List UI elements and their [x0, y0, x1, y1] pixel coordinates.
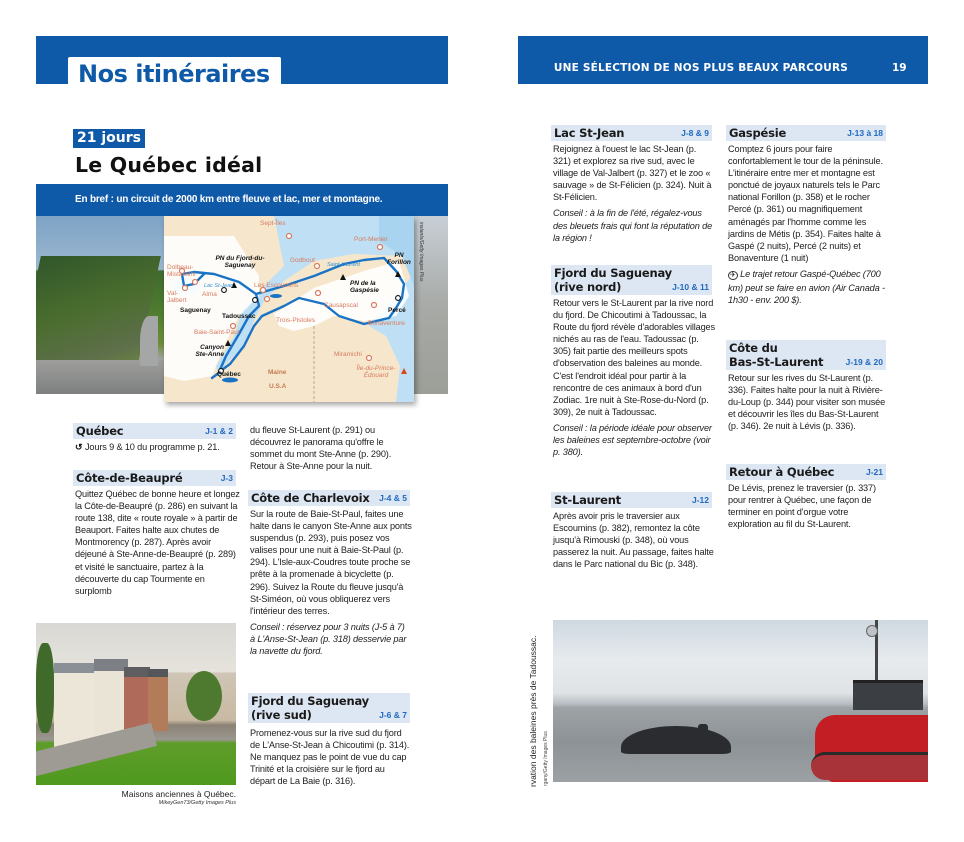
page-number: 19 — [892, 62, 907, 74]
map-label-baie-saint-paul: Baie-Saint-Paul — [194, 329, 240, 336]
photo-caption-quebec: Maisons anciennes à Québec. — [121, 789, 236, 799]
photo-credit-quebec: MikeyGen73/Getty Images Plus — [158, 800, 236, 806]
tip-gaspesie: ✈ Le trajet retour Gaspé-Québec (700 km) peut se faire en avion (Air Canada - 1h30 - env. 200 $). — [728, 268, 885, 306]
map-label-val-jalbert: Val-Jalbert — [167, 290, 187, 304]
right-header-bar — [518, 36, 928, 84]
section-text-lac-st-jean: Rejoignez à l'ouest le lac St-Jean (p. 321) et explorez sa rive sud, avec le village de Val-Jalbert (p. 327) et le zoo « sauvage » de St-Félicien (p. 324). Nuit à St-Félicien. Conseil : à la fin de l'été, régalez-vous des bleuets frais qui font la réputation de la région ! — [553, 143, 715, 244]
section-text-quebec: ↺ Jours 9 & 10 du programme p. 21. — [75, 442, 220, 452]
map-photo-credit: instants/Getty Images Plus — [418, 222, 424, 282]
map-label-port-menier: Port-Menier — [354, 236, 388, 243]
itinerary-map — [164, 216, 414, 402]
map-label-pn-fjord: PN du Fjord-du-Saguenay — [215, 255, 265, 269]
days-badge: 21 jours — [73, 129, 145, 148]
whale-watching-photo — [553, 620, 928, 782]
map-label-maine: Maine — [268, 369, 287, 376]
section-text-cote-de-beaupre: Quittez Québec de bonne heure et longez la Côte-de-Beaupré (p. 286) en suivant la route 138, dite « route royale » à partir de Beauport. Faites halte aux chutes de Montmorency (p. 287). Après avoir déjeuné à Ste-Anne-de-Beaupré (p. 289) et visité le sanctuaire, partez à la découverte du cap Tourmente en surplomb — [75, 489, 240, 596]
itinerary-title: Le Québec idéal — [75, 153, 263, 177]
running-head: UNE SÉLECTION DE NOS PLUS BEAUX PARCOURS — [553, 62, 848, 74]
tip-lac-st-jean: Conseil : à la fin de l'été, régalez-vous des bleuets frais qui font la réputation de la région ! — [553, 208, 713, 243]
section-text-bas-st-laurent: Retour sur les rives du St-Laurent (p. 336). Faites halte pour la nuit à Rivière-du-Loup (p. 344) pour visiter son musée et découvrir les îles du Bas-St-Laurent (p. 346). 2e nuit à Lévis (p. 336). — [728, 373, 886, 432]
map-label-alma: Alma — [202, 291, 217, 298]
map-label-pn-forillon: PN Forillon — [387, 252, 411, 266]
section-text-st-laurent: Après avoir pris le traversier aux Escoumins (p. 382), remontez la côte jusqu'à Rimouski (p. 348), où vous passerez la nuit. Au passage, faites halte dans le Parc national du Bic (p. 348). — [553, 511, 714, 570]
map-label-sept-iles: Sept-Îles — [260, 220, 286, 227]
section-text-fjord-rive-sud: Promenez-vous sur la rive sud du fjord de L'Anse-St-Jean à Chicoutimi (p. 314). Ne manquez pas le point de vue du cap Trinité et la croisière sur le fjord au départ de La Baie (p. 316). — [250, 728, 410, 787]
cross-reference-icon: ↺ — [75, 442, 83, 452]
map-label-saint-laurent: Saint-Laurent — [327, 262, 361, 268]
map-label-quebec: Québec — [217, 371, 241, 378]
brief-text: En bref : un circuit de 2000 km entre fleuve et lac, mer et montagne. — [75, 194, 383, 205]
section-header-retour-quebec: Retour à Québec J-21 — [726, 464, 886, 480]
map-label-les-escoumins: Les Escoumins — [254, 282, 299, 289]
section-text-cote-de-beaupre-continued: du fleuve St-Laurent (p. 291) ou découvrez le panorama qu'offre le sommet du mont Ste-Anne (p. 290). Retour à Ste-Anne pour la nuit. — [250, 425, 392, 472]
map-label-pn-gaspesie: PN de la Gaspésie — [350, 280, 379, 294]
section-header-fjord-rive-sud: Fjord du Saguenay (rive sud) J-6 & 7 — [248, 693, 410, 723]
section-text-cote-de-charlevoix: Sur la route de Baie-St-Paul, faites une halte dans le canyon Ste-Anne aux ponts suspendus (p. 293), puis posez vos valises pour une nuit à Baie-St-Paul (p. 294). L'Isle-aux-Coudres toute proche se prête à la promenade à bicyclette (p. 296). Suivez la Route du fleuve jusqu'à St-Siméon, où vous obliquerez vers l'intérieur des terres. Conseil : réservez pour 3 nuits (J-5 à 7) à L'Anse-St-Jean (p. 318) desservie par la navette du fjord. — [250, 509, 412, 657]
map-label-tadoussac: Tadoussac — [222, 313, 256, 320]
photo-credit-whale: rgany/Getty Images Plus — [543, 731, 549, 786]
map-label-godbout: Godbout — [290, 257, 315, 264]
mountain-road-photo — [36, 216, 164, 394]
section-header-quebec: Québec J-1 & 2 — [73, 423, 236, 439]
map-label-lac-st-jean: Lac St-Jean — [204, 283, 234, 289]
map-label-saguenay: Saguenay — [180, 307, 211, 314]
map-label-dolbeau: Dolbeau-Mistassini — [167, 264, 196, 278]
section-text-fjord-rive-nord: Retour vers le St-Laurent par la rive nord du fjord. De Chicoutimi à Tadoussac, la Route du fjord révèle d'adorables villages nichés au ras de l'eau. Tadoussac (p. 305) fait partie des meilleurs spots d'observation des baleines au monde. C'est l'endroit idéal pour partir à la rencontre de ces animaux à bord d'un Zodiac. 1re nuit à Ste-Rose-du-Nord (p. 309), 2e nuit à Tadoussac. Conseil : la période idéale pour observer les baleines est septembre-octobre (voir p. 380). — [553, 298, 715, 458]
map-label-causapscal: Causapscal — [324, 302, 358, 309]
section-header-lac-st-jean: Lac St-Jean J-8 & 9 — [551, 125, 712, 141]
map-label-ipe: Île-du-Prince-Édouard — [356, 365, 396, 379]
map-label-canyon-ste-anne: Canyon Ste-Anne — [195, 344, 224, 358]
plane-icon: ✈ — [730, 271, 736, 279]
section-header-cote-de-charlevoix: Côte de Charlevoix J-4 & 5 — [248, 490, 410, 506]
tip-fjord-rive-nord: Conseil : la période idéale pour observer les baleines est septembre-octobre (voir p. 380). — [553, 422, 712, 458]
map-label-perce: Percé — [388, 307, 406, 314]
section-text-gaspesie: Comptez 6 jours pour faire confortablement le tour de la péninsule. L'itinéraire entre mer et montagne est ponctué de joyaux naturels tels le Parc national Forillon (p. 358) et le rocher Percé (p. 361) ou magnifiquement aménagés par l'homme comme les jardins de Métis (p. 354). Faites halte à Gaspé (2 nuits), Percé (2 nuits) et Bonaventure (1 nuit) ✈ Le trajet retour Gaspé-Québec (700 km) peut se faire en avion (Air Canada - 1h30 - env. 200 $). — [728, 143, 890, 306]
section-header-cote-de-beaupre: Côte-de-Beaupré J-3 — [73, 470, 236, 486]
map-label-usa: U.S.A — [269, 383, 287, 390]
section-header-fjord-rive-nord: Fjord du Saguenay (rive nord) J-10 & 11 — [551, 265, 712, 295]
section-header-st-laurent: St-Laurent J-12 — [551, 492, 712, 508]
section-header-gaspesie: Gaspésie J-13 à 18 — [726, 125, 886, 141]
tip-charlevoix: Conseil : réservez pour 3 nuits (J-5 à 7) à L'Anse-St-Jean (p. 318) desservie par la navette du fjord. — [250, 621, 407, 657]
old-houses-quebec-photo — [36, 623, 236, 785]
photo-caption-whale: rvation des baleines près de Tadoussac. — [528, 635, 538, 787]
map-label-miramichi: Miramichi — [334, 351, 362, 358]
section-text-retour-quebec: De Lévis, prenez le traversier (p. 337) pour rentrer à Québec, une façon de terminer en point d'orgue votre exploration au fil du St-Laurent. — [728, 483, 876, 530]
section-title: Nos itinéraires — [68, 57, 281, 88]
map-label-trois-pistoles: Trois-Pistoles — [276, 317, 316, 324]
section-header-bas-st-laurent: Côte du Bas-St-Laurent J-19 & 20 — [726, 340, 886, 370]
map-label-bonaventure: Bonaventure — [368, 320, 405, 327]
